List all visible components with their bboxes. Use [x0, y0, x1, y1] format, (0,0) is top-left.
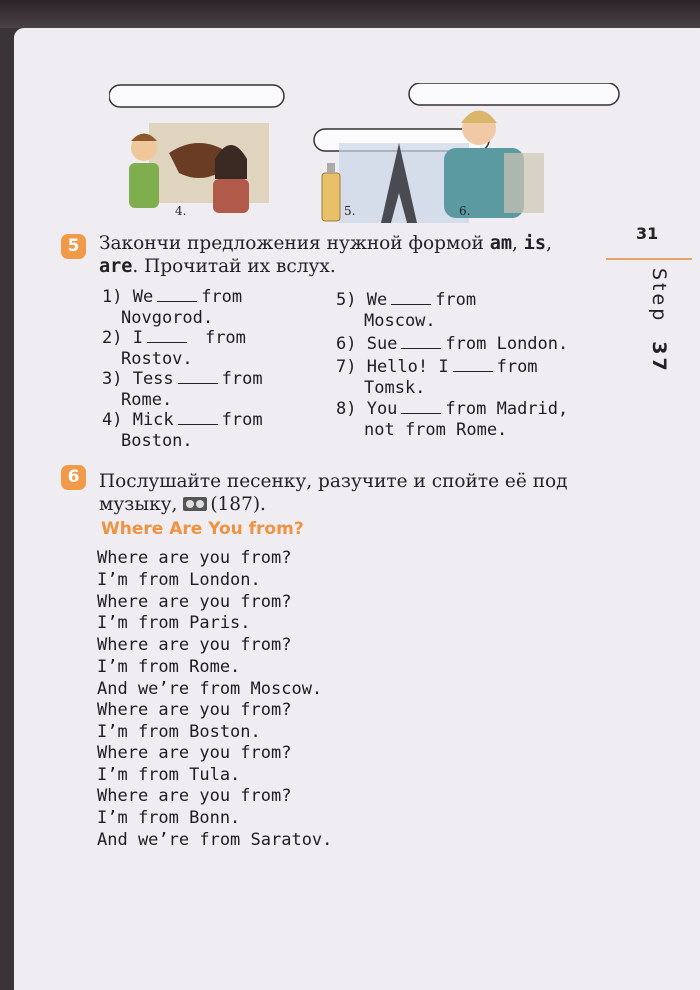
sentence-1: 1) We from Novgorod. — [102, 287, 243, 328]
answer-blank — [401, 399, 441, 414]
textbook-page — [14, 28, 700, 990]
answer-blank — [157, 287, 197, 302]
sentence-2: 2) I from Rostov. — [102, 328, 246, 369]
sentence-6: 6) Sue from London. — [336, 334, 569, 354]
illustration — [109, 83, 649, 243]
sentence-4: 4) Mick from Boston. — [102, 410, 263, 451]
song-line: Where are you from? — [97, 635, 292, 655]
song-line: I’m from London. — [97, 570, 261, 590]
song-line: I’m from Bonn. — [97, 808, 241, 828]
song-line: Where are you from? — [97, 743, 292, 763]
cassette-icon — [183, 497, 207, 511]
picture-label-5: 5. — [344, 204, 356, 218]
answer-blank — [453, 357, 493, 372]
instruction-text: Закончи предложения нужной формой — [99, 233, 490, 254]
speech-bubble-4 — [109, 85, 284, 107]
song-line: I’m from Boston. — [97, 722, 261, 742]
step-number: 37 — [648, 341, 670, 374]
answer-blank — [401, 334, 441, 349]
separator: , — [512, 233, 524, 254]
step-word: Step — [648, 268, 670, 324]
keyword-is: is — [523, 233, 547, 254]
exercise-5-instruction — [99, 232, 619, 278]
song-line: I’m from Tula. — [97, 765, 241, 785]
song-line: Where are you from? — [97, 592, 292, 612]
instruction-text: музыку, — [99, 494, 178, 515]
book-top-edge — [0, 0, 700, 28]
step-label — [648, 268, 670, 374]
exercise-5-badge: 5 — [61, 234, 86, 259]
speech-bubble-6 — [409, 83, 619, 105]
sentence-5: 5) We from Moscow. — [336, 290, 477, 331]
song-line: I’m from Paris. — [97, 613, 251, 633]
song-title: Where Are You from? — [101, 519, 304, 539]
song-line: Where are you from? — [97, 548, 292, 568]
answer-blank — [147, 328, 187, 343]
keyword-am: am — [489, 233, 513, 254]
song-line: I’m from Rome. — [97, 657, 241, 677]
song-line: And we’re from Saratov. — [97, 830, 333, 850]
page-number: 31 — [636, 224, 659, 243]
song-line: And we’re from Moscow. — [97, 679, 323, 699]
sentence-7: 7) Hello! I from Tomsk. — [336, 357, 538, 398]
song-line: Where are you from? — [97, 700, 292, 720]
exercise-6-instruction — [99, 470, 629, 516]
track-number: (187). — [210, 494, 266, 515]
instruction-text: Послушайте песенку, разучите и спойте её под — [99, 471, 568, 492]
answer-blank — [391, 290, 431, 305]
picture-label-4: 4. — [175, 204, 187, 218]
separator: , — [546, 233, 552, 254]
picture-label-6: 6. — [459, 204, 471, 218]
song-line: Where are you from? — [97, 786, 292, 806]
answer-blank — [178, 369, 218, 384]
sentence-3: 3) Tess from Rome. — [102, 369, 263, 410]
sentence-8: 8) You from Madrid, not from Rome. — [336, 399, 569, 440]
instruction-text: . Прочитай их вслух. — [132, 256, 336, 277]
exercise-6-badge: 6 — [61, 465, 86, 490]
keyword-are: are — [99, 256, 133, 277]
answer-blank — [178, 410, 218, 425]
